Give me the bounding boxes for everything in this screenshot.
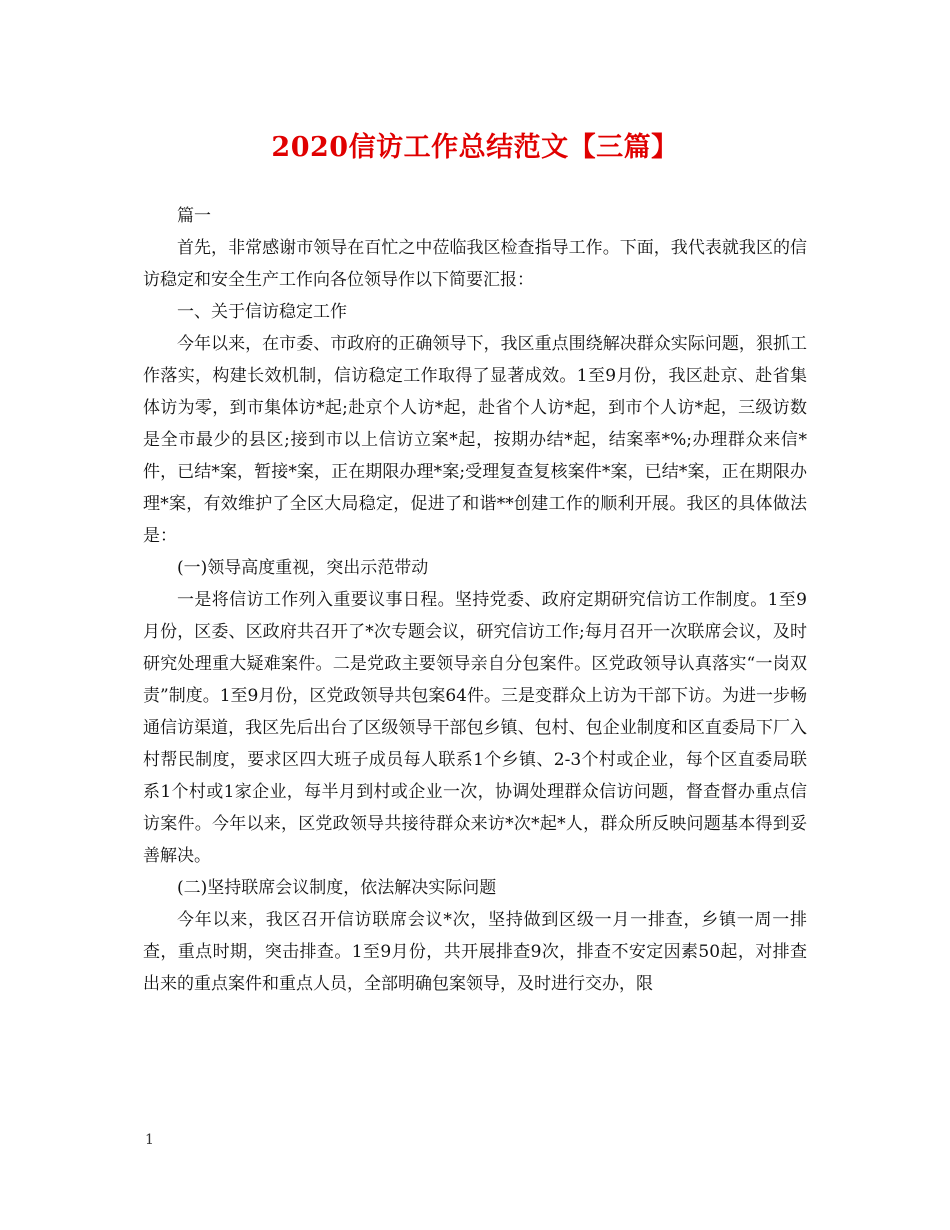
section-heading-petition-stability: 一、关于信访稳定工作 — [177, 302, 347, 322]
document-title: 2020信访工作总结范文【三篇】 — [271, 132, 679, 163]
leadership-paragraph: 一是将信访工作列入重要议事日程。坚持党委、政府定期研究信访工作制度。1至9月份，区委、区政府共召开了*次专题会议，研究信访工作;每月召开一次联席会议，及时研究处理重大疑难案件。二是党政主要领导亲自分包案件。区党政领导认真落实“一岗双责”制度。1至9月份，区党政领导共包案64件。三是变群众上访为干部下访。为进一步畅通信访渠道，我区先后出台了区级领导干部包乡镇、包村、包企业制度和区直委局下厂入村帮民制度，要求区四大班子成员每人联系1个乡镇、2-3个村或企业，每个区直委局联系1个村或1家企业，每半月到村或企业一次，协调处理群众信访问题，督查督办重点信访案件。今年以来，区党政领导共接待群众来访*次*起*人，群众所反映问题基本得到妥善解决。 — [143, 590, 807, 866]
joint-meeting-paragraph: 今年以来，我区召开信访联席会议*次，坚持做到区级一月一排查，乡镇一周一排查，重点时期，突击排查。1至9月份，共开展排查9次，排查不安定因素50起，对排查出来的重点案件和重点人员，全部明确包案领导，及时进行交办，限 — [143, 910, 807, 994]
intro-paragraph: 首先，非常感谢市领导在百忙之中莅临我区检查指导工作。下面，我代表就我区的信访稳定和安全生产工作向各位领导作以下简要汇报： — [143, 238, 807, 290]
document-body — [143, 200, 807, 1000]
overview-paragraph: 今年以来，在市委、市政府的正确领导下，我区重点围绕解决群众实际问题，狠抓工作落实，构建长效机制，信访稳定工作取得了显著成效。1至9月份，我区赴京、赴省集体访为零，到市集体访*起;赴京个人访*起，赴省个人访*起，到市个人访*起，三级访数是全市最少的县区;接到市以上信访立案*起，按期办结*起，结案率*%;办理群众来信*件，已结*案，暂接*案，正在期限办理*案;受理复查复核案件*案，已结*案，正在期限办理*案，有效维护了全区大局稳定，促进了和谐**创建工作的顺利开展。我区的具体做法是： — [143, 334, 807, 546]
subsection-heading-leadership: (一)领导高度重视，突出示范带动 — [177, 558, 429, 578]
section-heading-part-one: 篇一 — [177, 206, 211, 226]
subsection-heading-joint-meeting: (二)坚持联席会议制度，依法解决实际问题 — [177, 878, 497, 898]
page-number: 1 — [145, 1132, 154, 1148]
